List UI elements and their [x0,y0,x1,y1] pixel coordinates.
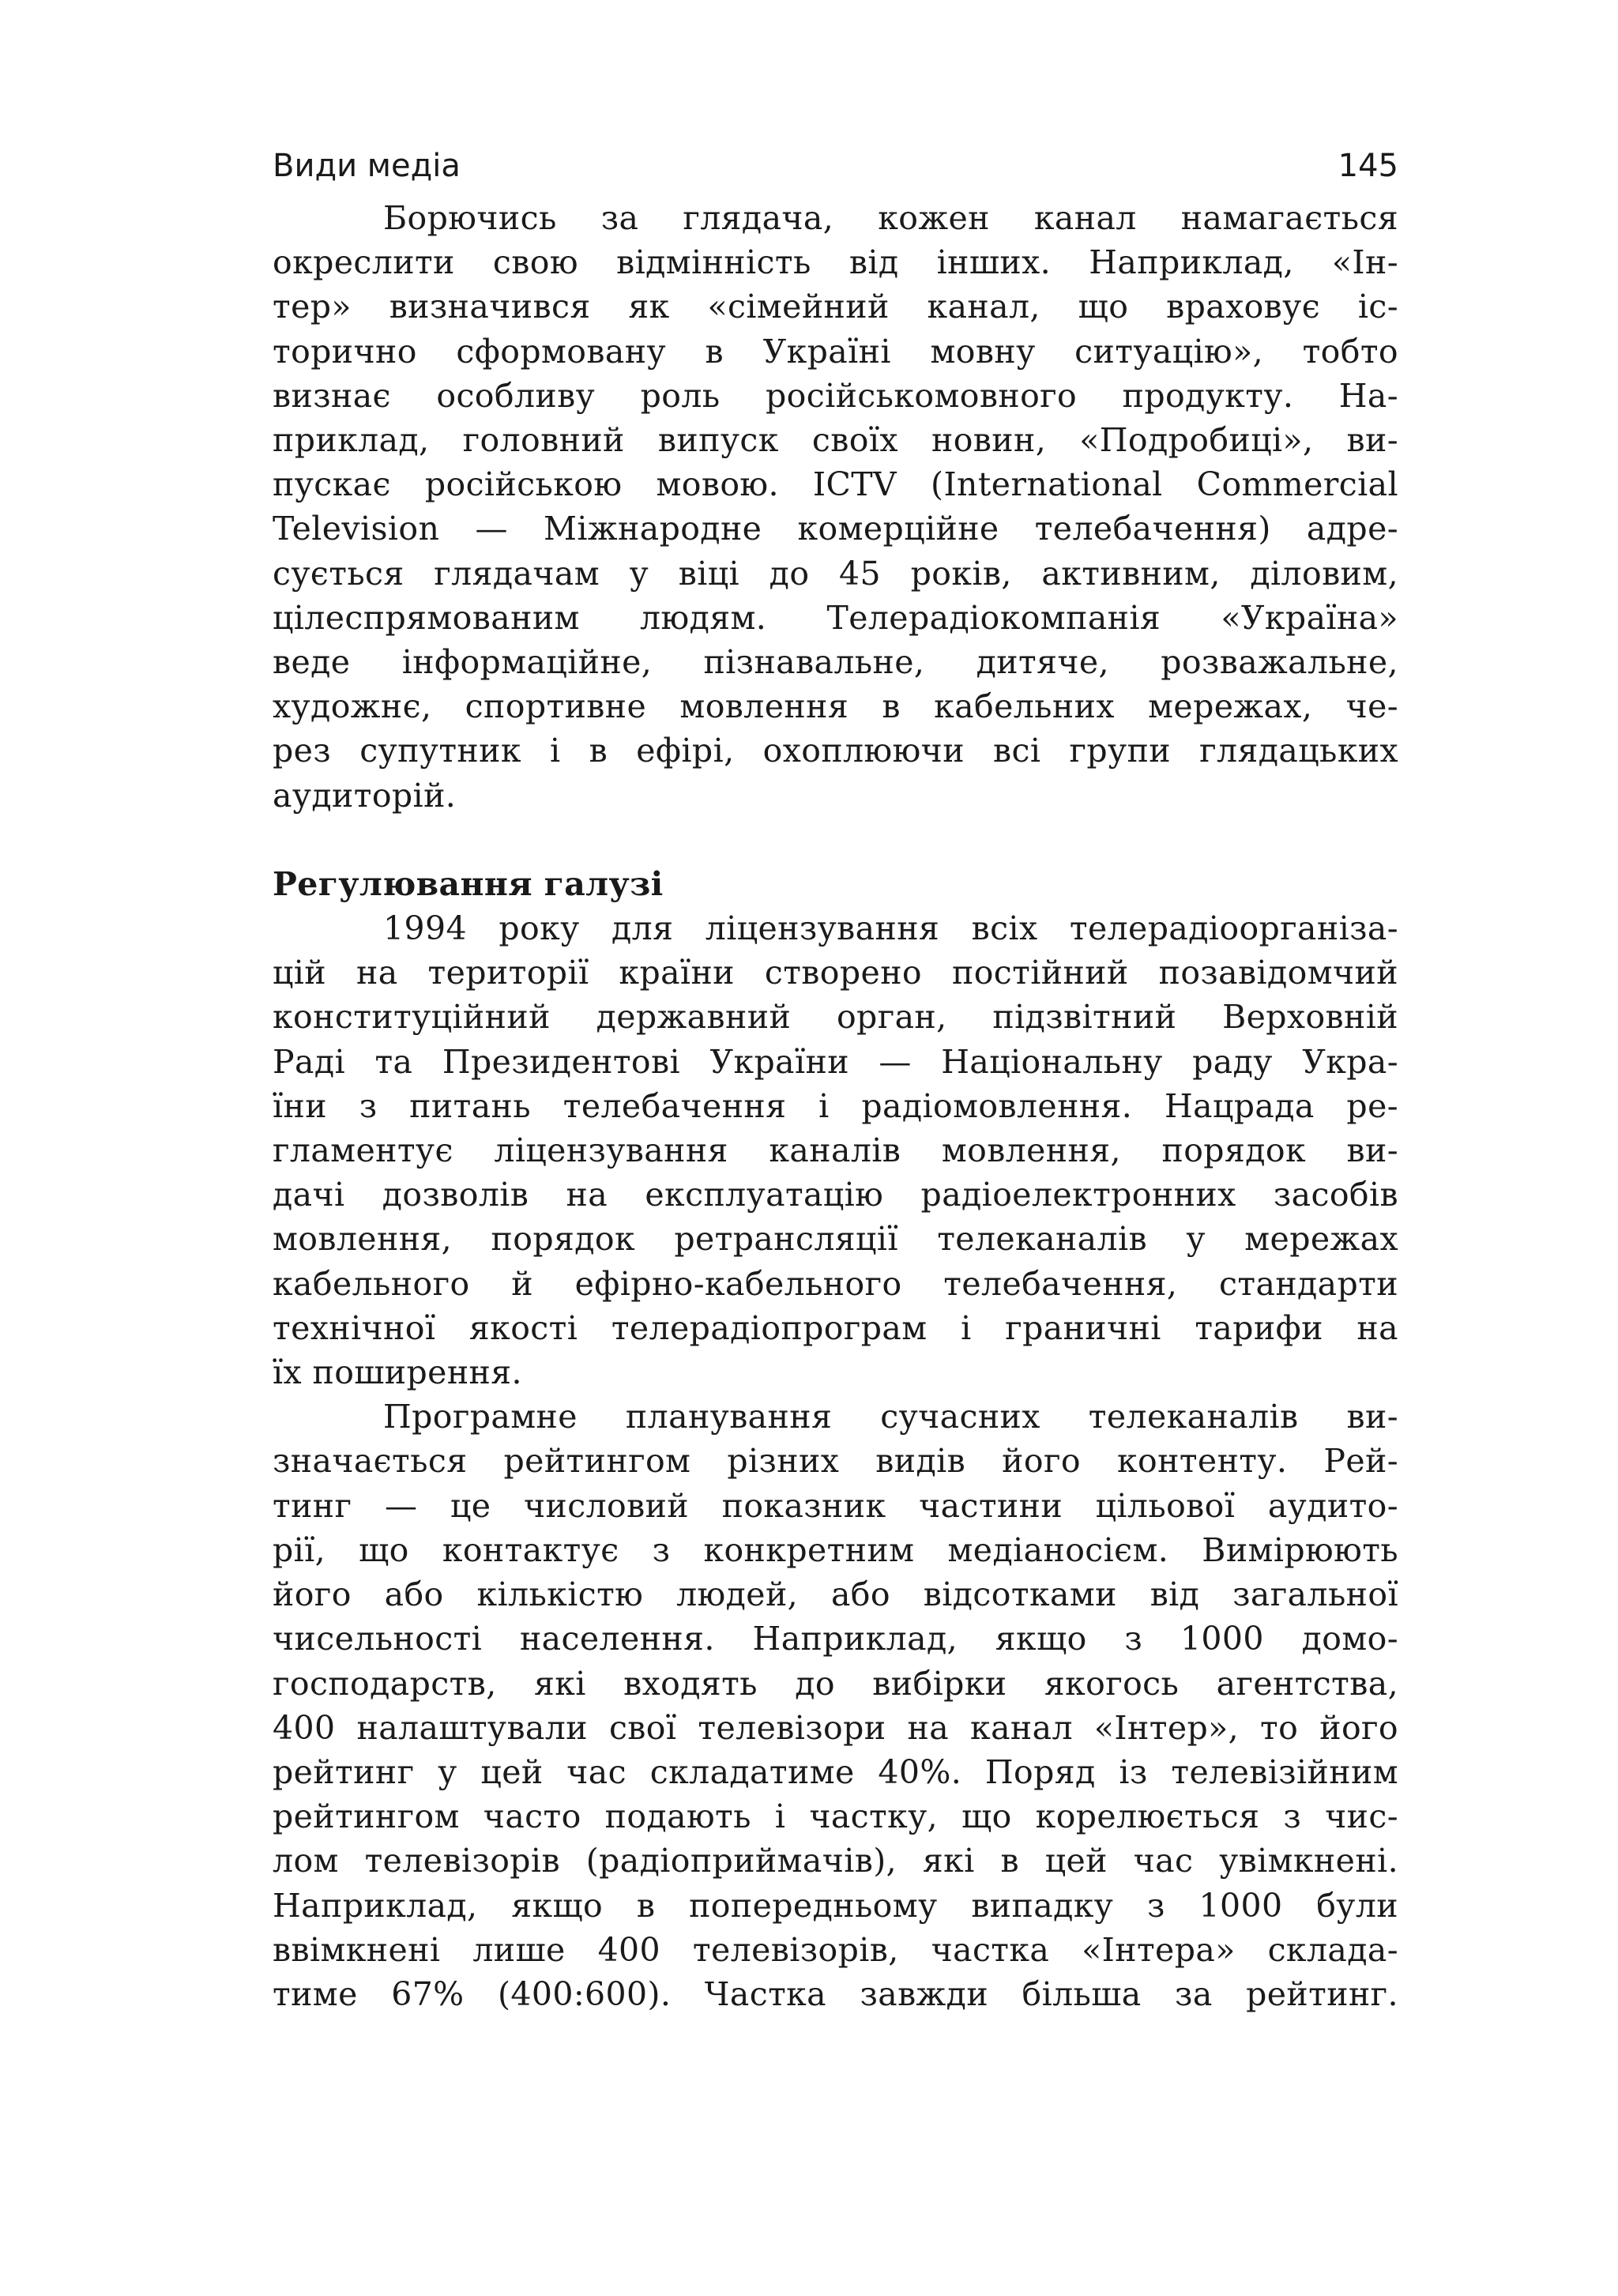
text-line: веде інформаційне, пізнавальне, дитяче, розважальне, [273,643,1398,682]
text-line: рез супутник і в ефірі, охоплюючи всі групи глядацьких [273,732,1398,770]
text-line: чисельності населення. Наприклад, якщо з 1000 домо- [273,1620,1398,1658]
text-line: мовлення, порядок ретрансляції телеканалів у мережах [273,1220,1398,1259]
text-line: цілеспрямованим людям. Телерадіокомпанія «Україна» [273,598,1398,637]
text-line: гламентує ліцензування каналів мовлення, порядок ви- [273,1131,1398,1170]
text-line: Раді та Президентові України — Національну раду Укра- [273,1042,1398,1081]
text-line: 400 налаштували свої телевізори на канал «Інтер», то його [273,1708,1398,1747]
text-line: ввімкнені лише 400 телевізорів, частка «Інтера» склада- [273,1930,1398,1969]
text-line: Програмне планування сучасних телеканалів ви- [383,1398,1398,1436]
paragraph-1 [273,196,1398,818]
text-line: Наприклад, якщо в попередньому випадку з 1000 були [273,1886,1398,1925]
text-line: їх поширення. [273,1353,522,1392]
text-line: приклад, головний випуск своїх новин, «Подробиці», ви- [273,421,1398,460]
text-line: тер» визначився як «сімейний канал, що враховує іс- [273,288,1398,326]
text-line: торично сформовану в Україні мовну ситуацію», тобто [273,332,1398,371]
text-line: значається рейтингом різних видів його контенту. Рей- [273,1442,1398,1481]
text-line: рії, що контактує з конкретним медіаносієм. Вимірюють [273,1530,1398,1569]
text-line: пускає російською мовою. ICTV (International Commercial [273,465,1398,504]
text-line: кабельного й ефірно-кабельного телебачення, стандарти [273,1264,1398,1303]
text-line: Борючись за глядача, кожен канал намагається [383,199,1398,237]
text-line: окреслити свою відмінність від інших. Наприклад, «Ін- [273,243,1398,282]
text-line: аудиторій. [273,776,457,815]
text-line: господарств, які входять до вибірки якогось агентства, [273,1664,1398,1703]
body-text [273,196,1398,2016]
running-header-title: Види медіа [273,148,461,184]
text-line: тиме 67% (400:600). Частка завжди більша за рейтинг. [273,1974,1398,2013]
text-line: його або кількістю людей, або відсотками від загальної [273,1575,1398,1614]
text-line: дачі дозволів на експлуатацію радіоелектронних засобів [273,1176,1398,1214]
text-line: лом телевізорів (радіоприймачів), які в цей час увімкнені. [273,1842,1398,1880]
text-line: цій на території країни створено постійний позавідомчий [273,954,1398,992]
text-line: 1994 року для ліцензування всіх телерадіоорганіза- [383,909,1398,948]
paragraph-3 [273,1395,1398,2016]
running-header [273,142,1398,190]
text-line: художнє, спортивне мовлення в кабельних мережах, че- [273,687,1398,726]
text-line: конституційний державний орган, підзвітний Верховній [273,998,1398,1037]
page-number: 145 [1338,148,1398,184]
book-page [273,142,1398,2016]
text-line: рейтинг у цей час складатиме 40%. Поряд із телевізійним [273,1752,1398,1791]
text-line: сується глядачам у віці до 45 років, активним, діловим, [273,554,1398,593]
text-line: тинг — це числовий показник частини цільової аудито- [273,1486,1398,1525]
text-line: технічної якості телерадіопрограм і граничні тарифи на [273,1308,1398,1347]
section-heading: Регулювання галузі [273,864,664,903]
paragraph-2 [273,906,1398,1395]
text-line: їни з питань телебачення і радіомовлення. Нацрада ре- [273,1086,1398,1125]
text-line: рейтингом часто подають і частку, що корелюється з чис- [273,1797,1398,1836]
text-line: Television — Міжнародне комерційне телебачення) адре- [273,510,1398,548]
text-line: визнає особливу роль російськомовного продукту. На- [273,376,1398,415]
